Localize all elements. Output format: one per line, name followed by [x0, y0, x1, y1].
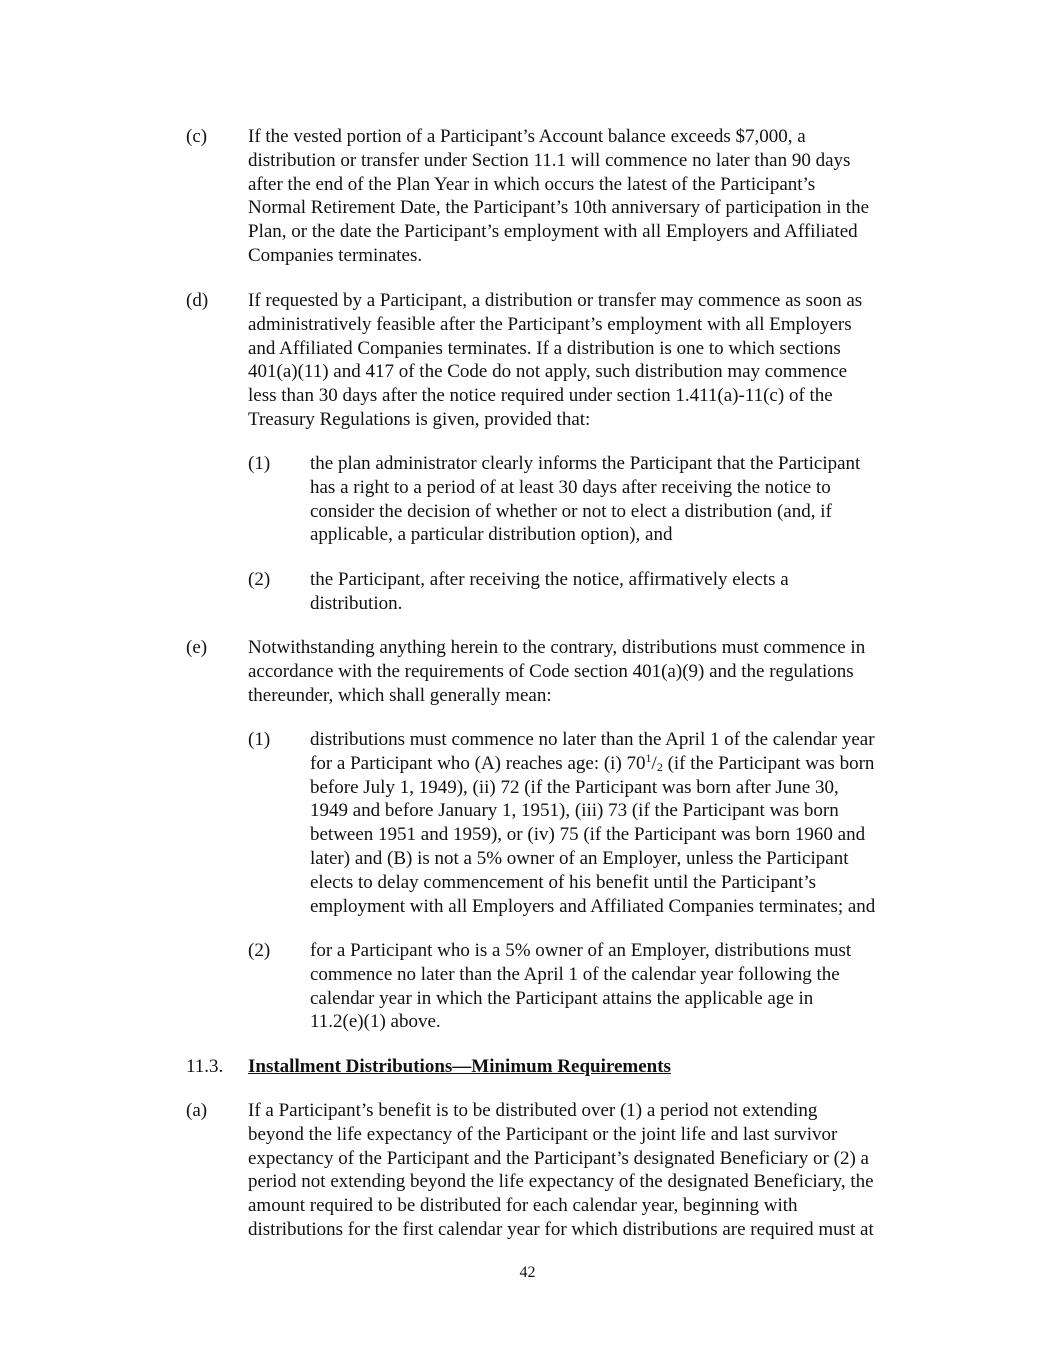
text-line: 1949 and before January 1, 1951), (iii) 73 (if the Participant was born: [310, 800, 839, 822]
paragraph-d: [186, 289, 946, 432]
text-line: thereunder, which shall generally mean:: [248, 684, 552, 706]
text-line: Treasury Regulations is given, provided that:: [248, 408, 591, 430]
text-line: 401(a)(11) and 417 of the Code do not apply, such distribution may commence: [248, 361, 848, 383]
text-line: the Participant, after receiving the notice, affirmatively elects a: [310, 569, 789, 590]
text-line: If the vested portion of a Participant’s Account balance exceeds $7,000, a: [248, 126, 806, 147]
text-line: Companies terminates.: [248, 244, 423, 266]
paragraph-label: (e): [186, 637, 208, 658]
section-number: 11.3.: [186, 1056, 224, 1077]
paragraph-e: [186, 636, 946, 707]
text-line: less than 30 days after the notice required under section 1.411(a)-11(c) of the: [248, 385, 833, 407]
text-line: [310, 752, 948, 776]
text-line: distribution or transfer under Section 11.1 will commence no later than 90 days: [248, 149, 851, 171]
text-line: Normal Retirement Date, the Participant’s 10th anniversary of participation in the: [248, 197, 870, 219]
text-line: 11.2(e)(1) above.: [310, 1011, 441, 1033]
subparagraph-d-2: [248, 568, 948, 616]
subparagraph-label: (1): [248, 729, 271, 750]
text-line: has a right to a period of at least 30 days after receiving the notice to: [310, 476, 831, 498]
text-line: after the end of the Plan Year in which occurs the latest of the Participant’s: [248, 173, 816, 195]
paragraph-c: [186, 125, 946, 268]
subparagraph-body: [310, 568, 948, 616]
text-line: distributions for the first calendar year for which distributions are required must at: [248, 1218, 874, 1240]
text-line: beyond the life expectancy of the Participant or the joint life and last survivor: [248, 1123, 838, 1145]
text-line: consider the decision of whether or not to elect a distribution (and, if: [310, 500, 832, 522]
paragraph-body: [248, 125, 946, 268]
paragraph-body: [248, 289, 946, 432]
text-line: employment with all Employers and Affiliated Companies terminates; and: [310, 895, 876, 917]
text-line: distributions must commence no later than the April 1 of the calendar year: [310, 729, 875, 750]
subparagraph-body: [310, 939, 948, 1034]
text-line: before July 1, 1949), (ii) 72 (if the Participant was born after June 30,: [310, 776, 839, 798]
text-line: amount required to be distributed for each calendar year, beginning with: [248, 1195, 798, 1217]
text-fragment: for a Participant who (A) reaches age: (i) 70: [310, 752, 646, 774]
section-title-wrap: [248, 1055, 946, 1079]
text-line: If a Participant’s benefit is to be distributed over (1) a period not extending: [248, 1100, 818, 1121]
paragraph-body: [248, 636, 946, 707]
subparagraph-e-2: [248, 939, 948, 1034]
fraction-numerator: 1: [645, 750, 652, 765]
subparagraph-d-1: [248, 452, 948, 547]
text-line: distribution.: [310, 592, 403, 614]
subparagraph-body: [310, 452, 948, 547]
page-number: 42: [519, 1264, 536, 1281]
text-line: accordance with the requirements of Code section 401(a)(9) and the regulations: [248, 660, 854, 682]
paragraph-label: (c): [186, 126, 208, 147]
text-line: and Affiliated Companies terminates. If a distribution is one to which sections: [248, 337, 841, 359]
subparagraph-e-1: [248, 728, 948, 918]
text-line: Plan, or the date the Participant’s employment with all Employers and Affiliated: [248, 221, 858, 243]
subparagraph-label: (2): [248, 940, 271, 961]
section-title: Installment Distributions—Minimum Requirements: [248, 1056, 671, 1077]
paragraph-a: [186, 1099, 946, 1242]
text-line: the plan administrator clearly informs the Participant that the Participant: [310, 453, 861, 474]
subparagraph-body: [310, 728, 948, 918]
fraction-denominator: 2: [656, 759, 663, 774]
text-line: between 1951 and 1959), or (iv) 75 (if the Participant was born 1960 and: [310, 824, 866, 846]
paragraph-label: (d): [186, 290, 209, 311]
text-line: elects to delay commencement of his benefit until the Participant’s: [310, 871, 816, 893]
text-line: for a Participant who is a 5% owner of an Employer, distributions must: [310, 940, 852, 961]
text-line: expectancy of the Participant and the Participant’s designated Beneficiary or (2) a: [248, 1147, 869, 1169]
section-heading: [186, 1055, 946, 1079]
text-line: calendar year in which the Participant attains the applicable age in: [310, 987, 814, 1009]
subparagraph-label: (1): [248, 453, 271, 474]
fraction-slash: /: [651, 752, 657, 774]
text-line: applicable, a particular distribution option), and: [310, 524, 673, 546]
text-line: period not extending beyond the life expectancy of the designated Beneficiary, the: [248, 1171, 874, 1193]
text-line: later) and (B) is not a 5% owner of an Employer, unless the Participant: [310, 847, 849, 869]
subparagraph-label: (2): [248, 569, 271, 590]
text-fragment: (if the Participant was born: [662, 752, 875, 774]
text-line: Notwithstanding anything herein to the contrary, distributions must commence in: [248, 637, 866, 658]
text-line: commence no later than the April 1 of the calendar year following the: [310, 963, 840, 985]
text-line: administratively feasible after the Participant’s employment with all Employers: [248, 313, 852, 335]
text-line: If requested by a Participant, a distribution or transfer may commence as soon as: [248, 290, 863, 311]
paragraph-label: (a): [186, 1100, 208, 1121]
paragraph-body: [248, 1099, 946, 1242]
